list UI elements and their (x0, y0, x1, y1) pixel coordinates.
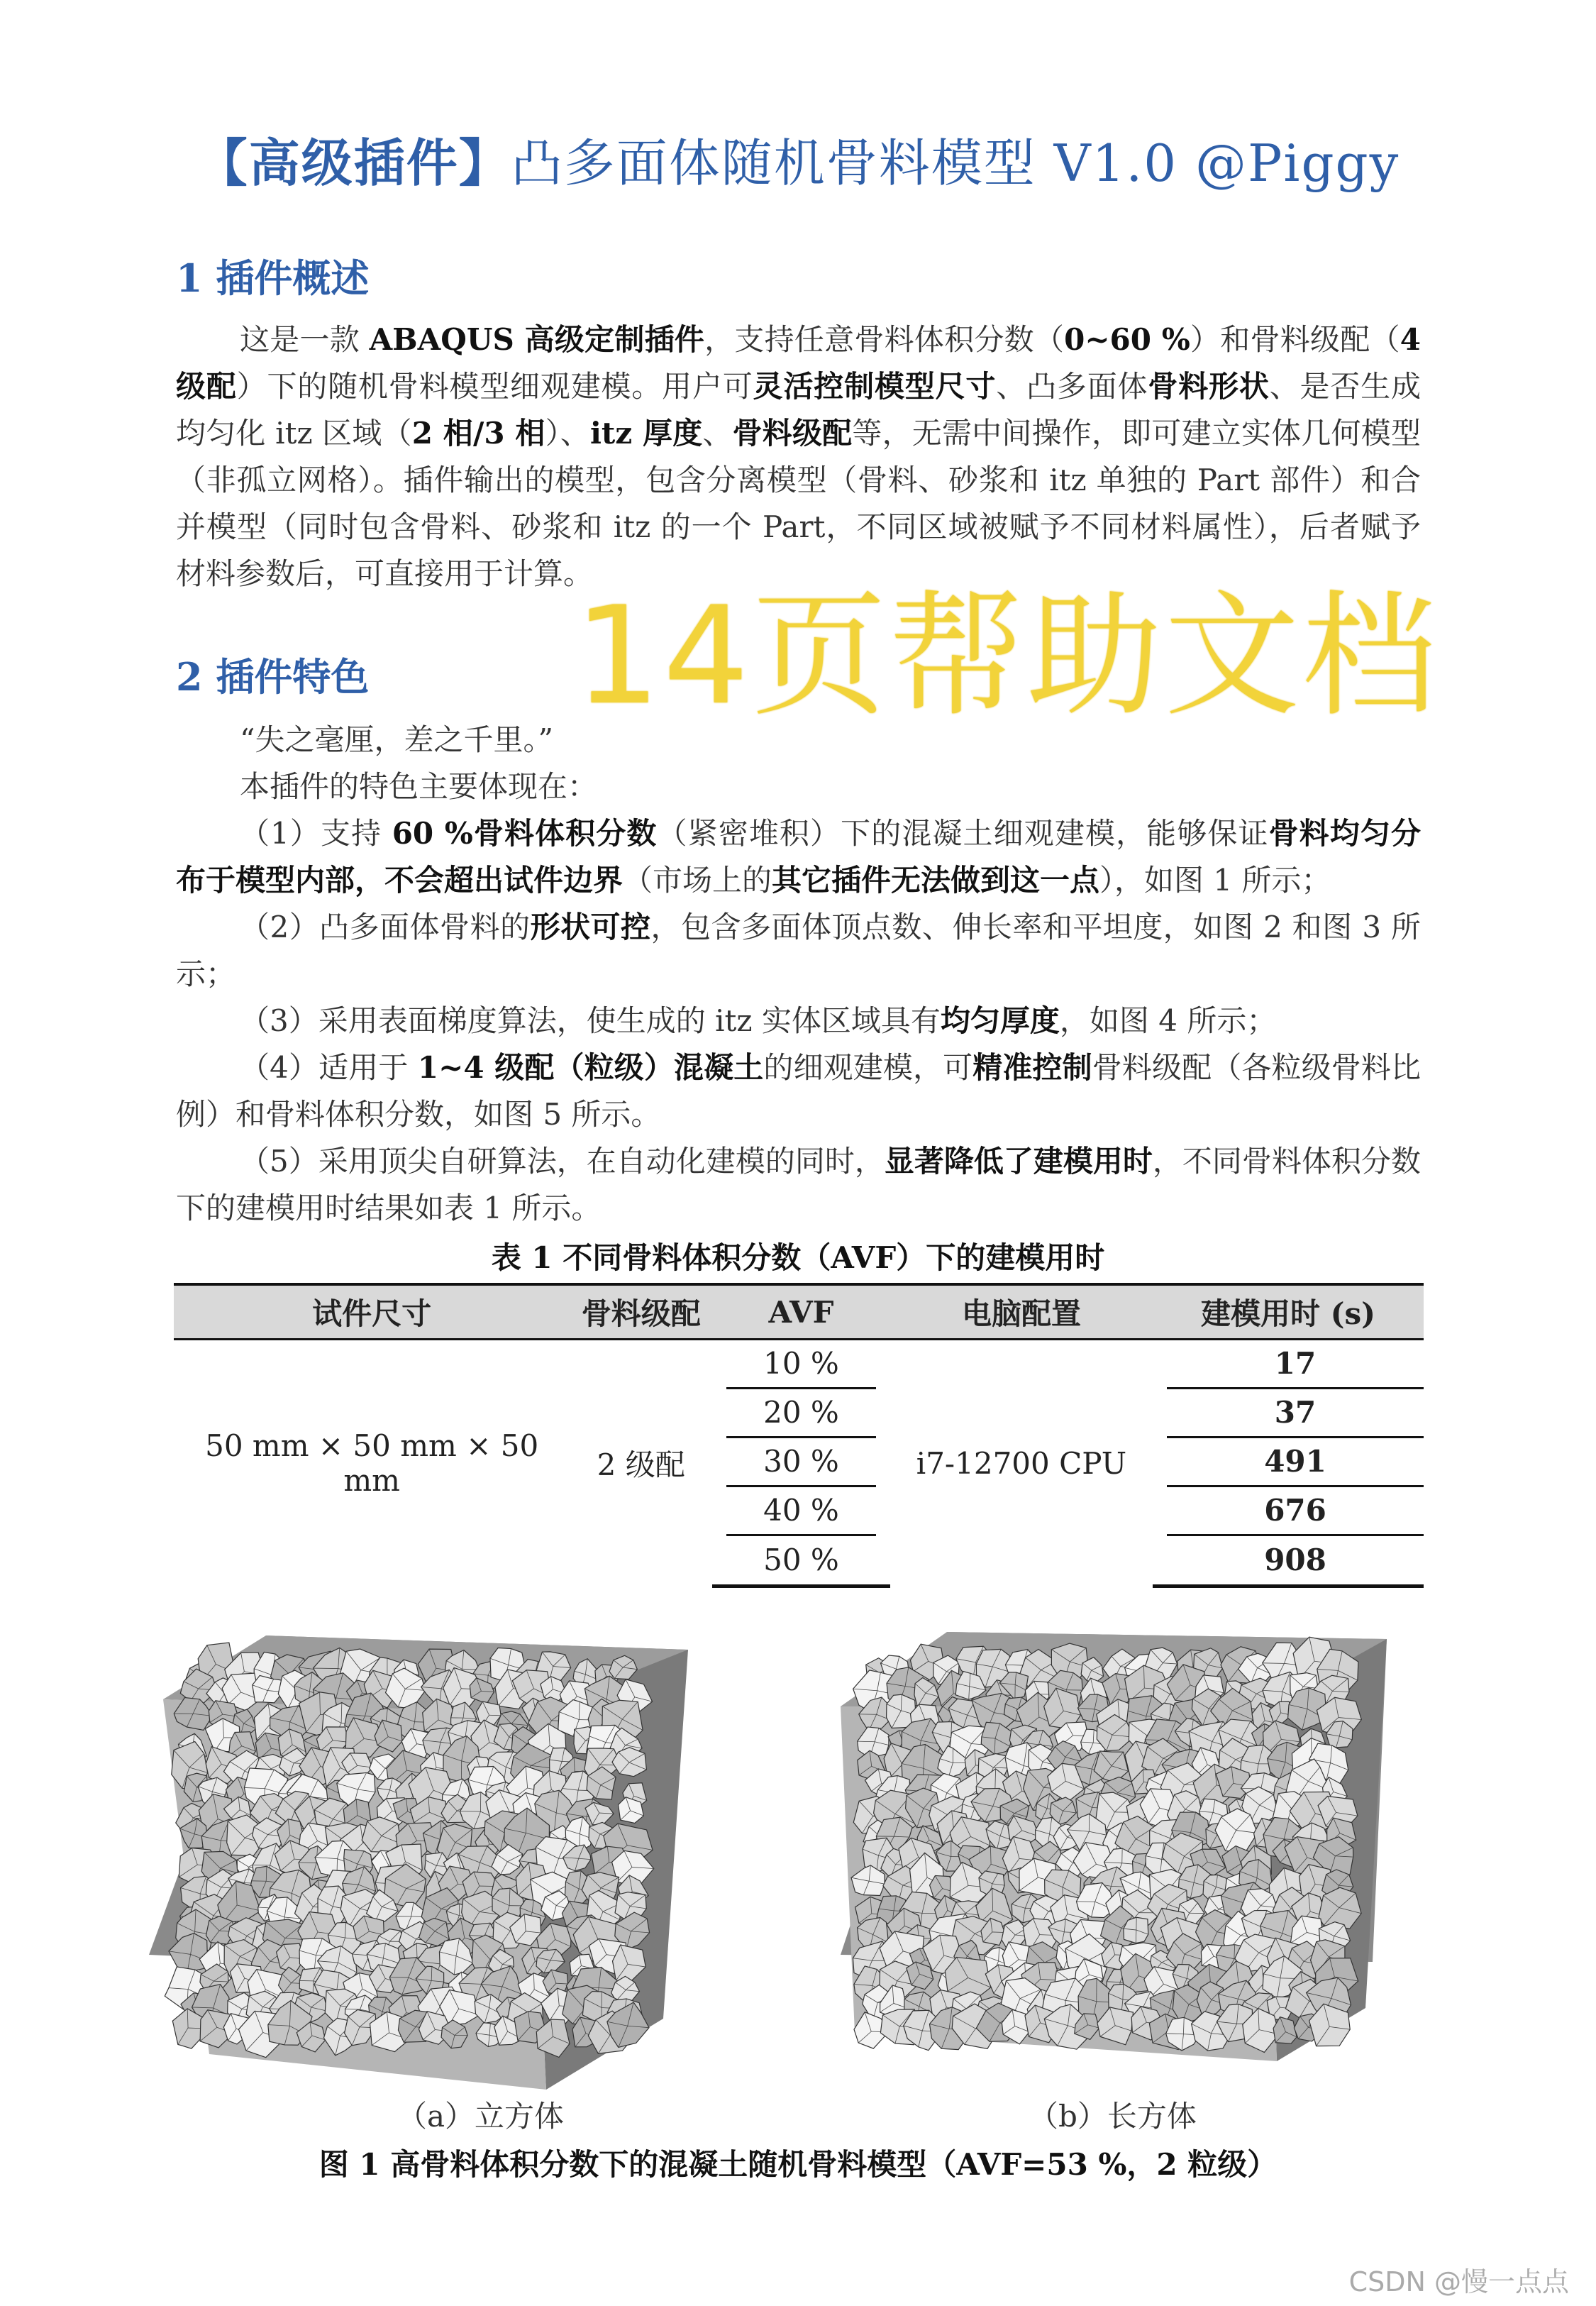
bold-text: 形状可控 (530, 910, 651, 944)
text-run: 的细观建模，可 (763, 1050, 973, 1085)
col-header: 试件尺寸 (174, 1284, 570, 1340)
figure-caption-b: （b）长方体 (1029, 2099, 1197, 2134)
bold-text: 骨料形状 (1148, 369, 1270, 404)
text-run: 等，无需中间操作，即可建立实体几何模型（非孤立网格）。插件输出的模型，包含分离模型（骨料、砂浆和 itz 单独的 Part 部件）和合并模型（同时包含骨料、砂浆和 itz 的一个 Part，不同区域被赋予不同材料属性），后者赋予材料参数后，可直接用于计算。 (176, 416, 1421, 591)
section2-body (176, 717, 1421, 1232)
bold-text: 骨料均匀分布于模型内部，不会超出试件边界 (176, 816, 1421, 898)
text-run: （紧密堆积）下的混凝土细观建模，能够保证 (657, 816, 1269, 851)
watermark: CSDN @慢一点点 (1348, 2266, 1569, 2297)
section1-body (176, 316, 1421, 597)
feature-item (176, 810, 1421, 904)
section2-heading: 2 插件特色 (176, 654, 370, 700)
bold-text: itz 厚度 (589, 416, 703, 451)
text-run: 、凸多面体 (996, 369, 1148, 404)
feature-item (176, 1044, 1421, 1138)
section1-paragraph (176, 316, 1421, 597)
figure-cuboid-image (826, 1621, 1408, 2090)
document-title (0, 122, 1596, 196)
section1-heading: 1 插件概述 (176, 255, 370, 301)
bold-text: 骨料级配 (732, 416, 853, 451)
figure-title: 图 1 高骨料体积分数下的混凝土随机骨料模型（AVF=53 %，2 粒级） (318, 2147, 1278, 2182)
text-run: ），如图 1 所示； (1099, 863, 1331, 898)
avf-cell: 20 % (712, 1389, 890, 1438)
time-cell: 37 (1153, 1389, 1424, 1438)
text-run: （3）采用表面梯度算法，使生成的 itz 实体区域具有 (240, 1003, 941, 1038)
table-body (174, 1340, 1424, 1587)
col-header: 骨料级配 (570, 1284, 712, 1340)
text-run: （4）适用于 (240, 1050, 418, 1085)
bold-text: 4 级配 (176, 322, 1421, 404)
figure-caption-a: （a）立方体 (397, 2099, 565, 2134)
bold-text: 精准控制 (972, 1050, 1092, 1085)
table-header-row (174, 1284, 1424, 1340)
text-run: 这是一款 (240, 322, 370, 357)
text-run: ）、 (545, 416, 590, 451)
feature-item (176, 998, 1421, 1044)
bold-text: 0~60 % (1064, 322, 1190, 357)
bold-text: 60 %骨料体积分数 (392, 816, 658, 851)
bold-text: 显著降低了建模用时 (884, 1144, 1153, 1179)
intro-text: 本插件的特色主要体现在： (240, 769, 598, 804)
col-header: AVF (712, 1284, 890, 1340)
table-cell: i7-12700 CPU (916, 1445, 1127, 1481)
text-run: （2）凸多面体骨料的 (240, 910, 531, 944)
title-text: 凸多面体随机骨料模型 V1.0 @Piggy (511, 133, 1400, 193)
bold-text: 其它插件无法做到这一点 (772, 863, 1100, 898)
time-cell: 676 (1153, 1487, 1424, 1536)
bold-text: 均匀厚度 (940, 1003, 1060, 1038)
bold-text: 2 相/3 相 (411, 416, 545, 451)
col-header: 建模用时 (s) (1153, 1284, 1424, 1340)
avf-cell: 40 % (712, 1487, 890, 1536)
feature-item (176, 904, 1421, 998)
avf-cell: 50 % (712, 1536, 890, 1587)
text-run: （市场上的 (623, 863, 772, 898)
text-run: ）和骨料级配（ (1190, 322, 1400, 357)
text-run: 、 (702, 416, 733, 451)
text-run: （1）支持 (240, 816, 392, 851)
help-doc-stamp: 14页帮助文档 (575, 578, 1440, 734)
table-caption: 表 1 不同骨料体积分数（AVF）下的建模用时 (491, 1240, 1105, 1275)
col-header: 电脑配置 (890, 1284, 1153, 1340)
text-run: （5）采用顶尖自研算法，在自动化建模的同时， (240, 1144, 885, 1179)
title-bracket: 【高级插件】 (196, 133, 511, 193)
text-run: ，包含多面体顶点数、伸长率和平坦度，如图 2 和图 3 所示； (176, 910, 1421, 991)
time-cell: 17 (1153, 1340, 1424, 1390)
quote-text: “失之毫厘，差之千里。” (240, 722, 553, 757)
text-run: ）下的随机骨料模型细观建模。用户可 (236, 369, 753, 404)
text-run: ，支持任意骨料体积分数（ (704, 322, 1065, 357)
bold-text: 1~4 级配（粒级）混凝土 (417, 1050, 764, 1085)
table-cell: 2 级配 (597, 1447, 685, 1483)
table-cell: 50 mm × 50 mm × 50 mm (205, 1428, 539, 1499)
timing-table (174, 1283, 1424, 1588)
table-row (174, 1340, 1424, 1390)
avf-cell: 30 % (712, 1438, 890, 1487)
text-run: ，不同骨料体积分数下的建模用时结果如表 1 所示。 (176, 1144, 1421, 1225)
time-cell: 491 (1153, 1438, 1424, 1487)
text-run: 、是否生成均匀化 itz 区域（ (176, 369, 1421, 451)
time-cell: 908 (1153, 1536, 1424, 1587)
text-run: ，如图 4 所示； (1059, 1003, 1277, 1038)
bold-text: 灵活控制模型尺寸 (753, 369, 997, 404)
bold-text: ABAQUS 高级定制插件 (369, 322, 705, 357)
figure-cube-image (145, 1621, 699, 2104)
feature-item (176, 1138, 1421, 1232)
text-run: 骨料级配（各粒级骨料比例）和骨料体积分数，如图 5 所示。 (176, 1050, 1421, 1132)
avf-cell: 10 % (712, 1340, 890, 1390)
feature-list (176, 810, 1421, 1232)
